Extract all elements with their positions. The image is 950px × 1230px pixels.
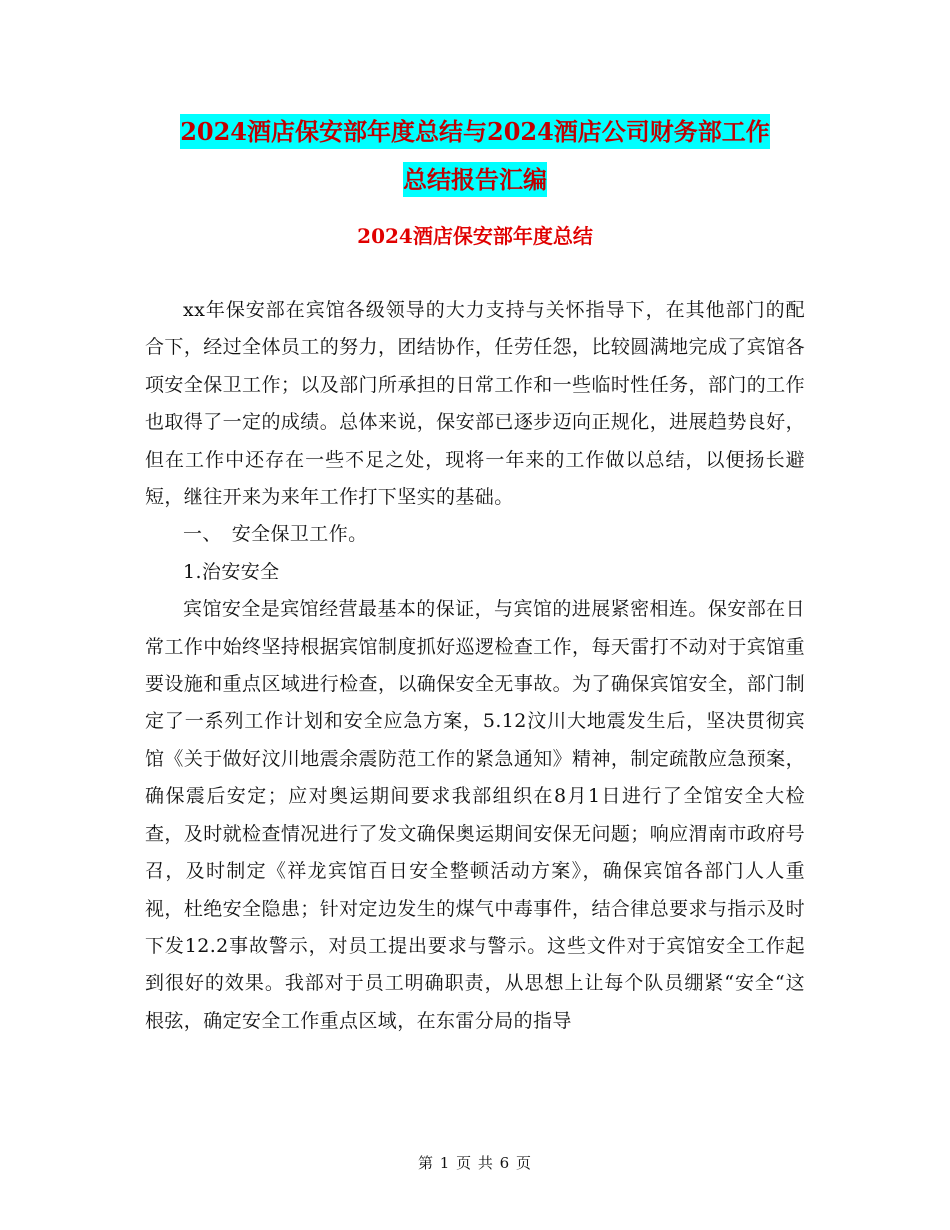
- title-line-1: 2024酒店保安部年度总结与2024酒店公司财务部工作: [180, 114, 770, 149]
- section-title: 2024酒店保安部年度总结: [357, 224, 593, 248]
- page-footer: 第 1 页 共 6 页: [418, 1154, 532, 1172]
- paragraph: 一、 安全保卫工作。: [183, 523, 368, 546]
- title-line-2: 总结报告汇编: [403, 162, 547, 197]
- paragraph: 1.治安安全: [183, 560, 280, 583]
- paragraph: xx年保安部在宾馆各级领导的大力支持与关怀指导下，在其他部门的配合下，经过全体员工的努力，团结协作，任劳任怨，比较圆满地完成了宾馆各项安全保卫工作；以及部门所承担的日常工作和一些临时性任务，部门的工作也取得了一定的成绩。总体来说，保安部已逐步迈向正规化，进展趋势良好，但在工作中还存在一些不足之处，现将一年来的工作做以总结，以便扬长避短，继往开来为来年工作打下坚实的基础。: [145, 299, 805, 509]
- document-title: [140, 108, 810, 204]
- document-body: [145, 292, 805, 1040]
- paragraph: 宾馆安全是宾馆经营最基本的保证，与宾馆的进展紧密相连。保安部在日常工作中始终坚持根据宾馆制度抓好巡逻检查工作，每天雷打不动对于宾馆重要设施和重点区域进行检查，以确保安全无事故。为了确保宾馆安全，部门制定了一系列工作计划和安全应急方案，5.12汶川大地震发生后，坚决贯彻宾馆《关于做好汶川地震余震防范工作的紧急通知》精神，制定疏散应急预案，确保震后安定；应对奥运期间要求我部组织在8月1日进行了全馆安全大检查，及时就检查情况进行了发文确保奥运期间安保无问题；响应渭南市政府号召，及时制定《祥龙宾馆百日安全整顿活动方案》，确保宾馆各部门人人重视，杜绝安全隐患；针对定边发生的煤气中毒事件，结合律总要求与指示及时下发12.2事故警示，对员工提出要求与警示。这些文件对于宾馆安全工作起到很好的效果。我部对于员工明确职责，从思想上让每个队员绷紧“安全“这根弦，确定安全工作重点区域，在东雷分局的指导: [145, 598, 805, 1032]
